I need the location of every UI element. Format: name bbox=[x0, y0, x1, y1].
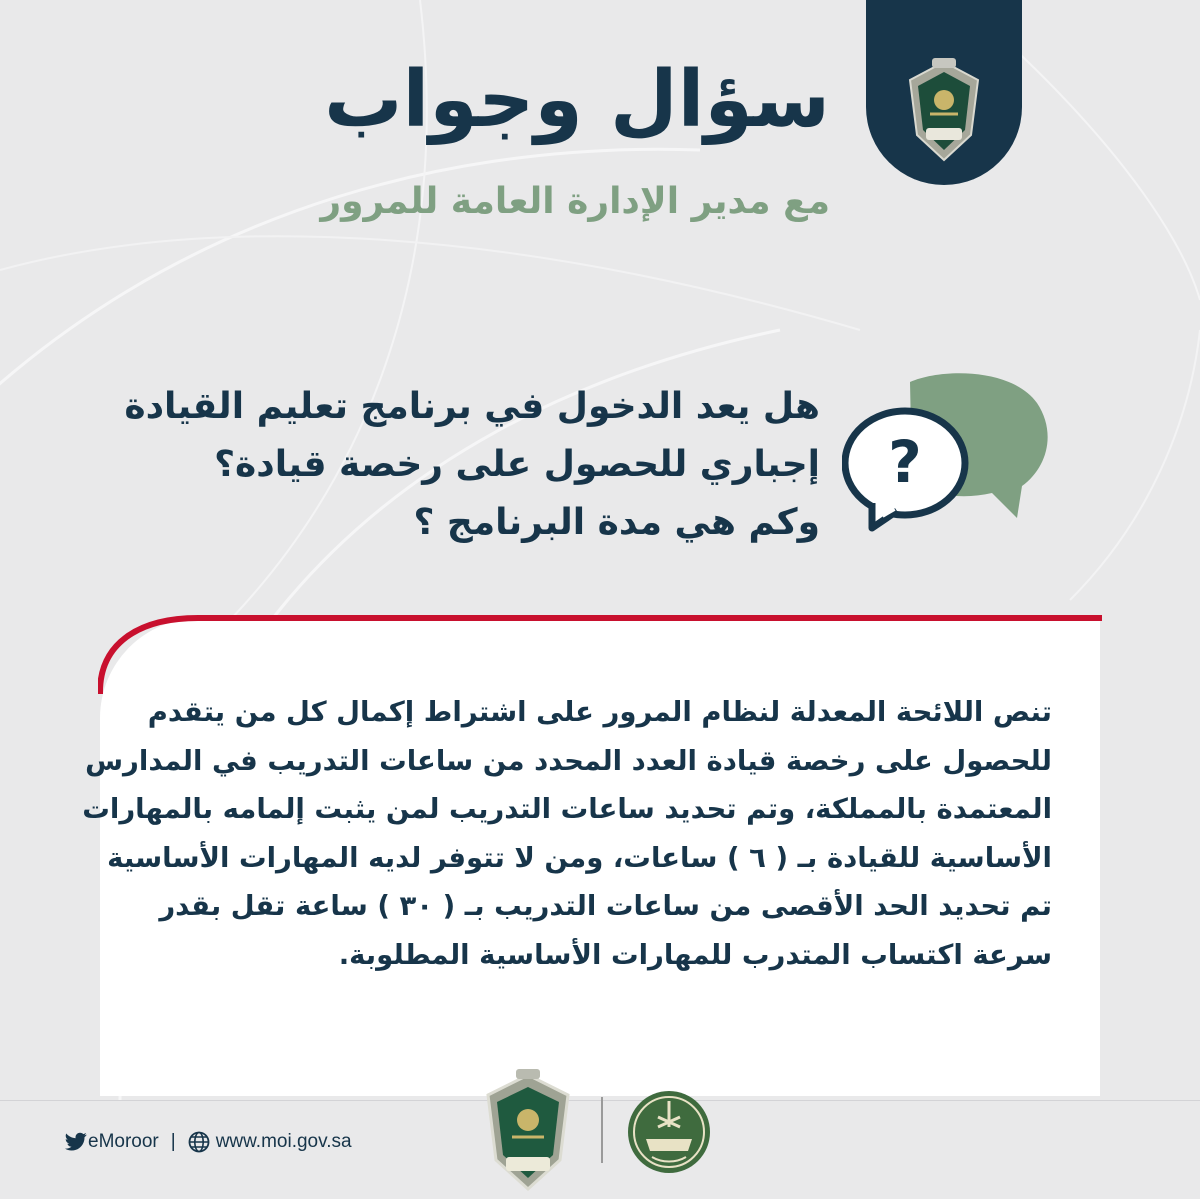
twitter-handle[interactable]: eMoroor bbox=[88, 1131, 159, 1152]
website-link[interactable]: www.moi.gov.sa bbox=[215, 1131, 352, 1152]
globe-icon bbox=[188, 1131, 210, 1153]
answer-line: تنص اللائحة المعدلة لنظام المرور على اشتراط إكمال كل من يتقدم bbox=[147, 696, 1052, 728]
header-badge bbox=[866, 0, 1022, 185]
ministry-of-interior-logo bbox=[624, 1087, 714, 1177]
twitter-icon[interactable] bbox=[64, 1132, 88, 1152]
question-speech-bubble-icon bbox=[842, 368, 1057, 538]
answer-line: تم تحديد الحد الأقصى من ساعات التدريب بـ ( ٣٠ ) ساعة تقل بقدر bbox=[159, 890, 1052, 923]
question-mark-glyph: ? bbox=[888, 428, 922, 496]
traffic-emblem-logo bbox=[866, 0, 1022, 185]
traffic-directorate-logo bbox=[478, 1065, 578, 1195]
footer-divider-line bbox=[0, 1100, 1200, 1101]
question-line: هل يعد الدخول في برنامج تعليم القيادة bbox=[124, 386, 820, 427]
question-text bbox=[124, 378, 820, 552]
page-title: سؤال وجواب bbox=[324, 55, 830, 145]
footer-links bbox=[64, 1125, 352, 1159]
answer-line: للحصول على رخصة قيادة العدد المحدد من ساعات التدريب في المدارس bbox=[85, 744, 1052, 777]
question-line: وكم هي مدة البرنامج ؟ bbox=[413, 502, 820, 543]
page-subtitle: مع مدير الإدارة العامة للمرور bbox=[320, 181, 830, 222]
answer-text bbox=[82, 688, 1052, 980]
answer-line: المعتمدة بالمملكة، وتم تحديد ساعات التدريب لمن يثبت إلمامه بالمهارات bbox=[82, 793, 1052, 826]
card-accent-curve bbox=[98, 614, 1102, 694]
logo-divider bbox=[601, 1097, 603, 1163]
answer-line: سرعة اكتساب المتدرب للمهارات الأساسية المطلوبة. bbox=[338, 938, 1052, 971]
footer-separator: | bbox=[170, 1131, 176, 1152]
answer-line: الأساسية للقيادة بـ ( ٦ ) ساعات، ومن لا تتوفر لديه المهارات الأساسية bbox=[107, 841, 1052, 874]
question-line: إجباري للحصول على رخصة قيادة؟ bbox=[214, 444, 820, 485]
